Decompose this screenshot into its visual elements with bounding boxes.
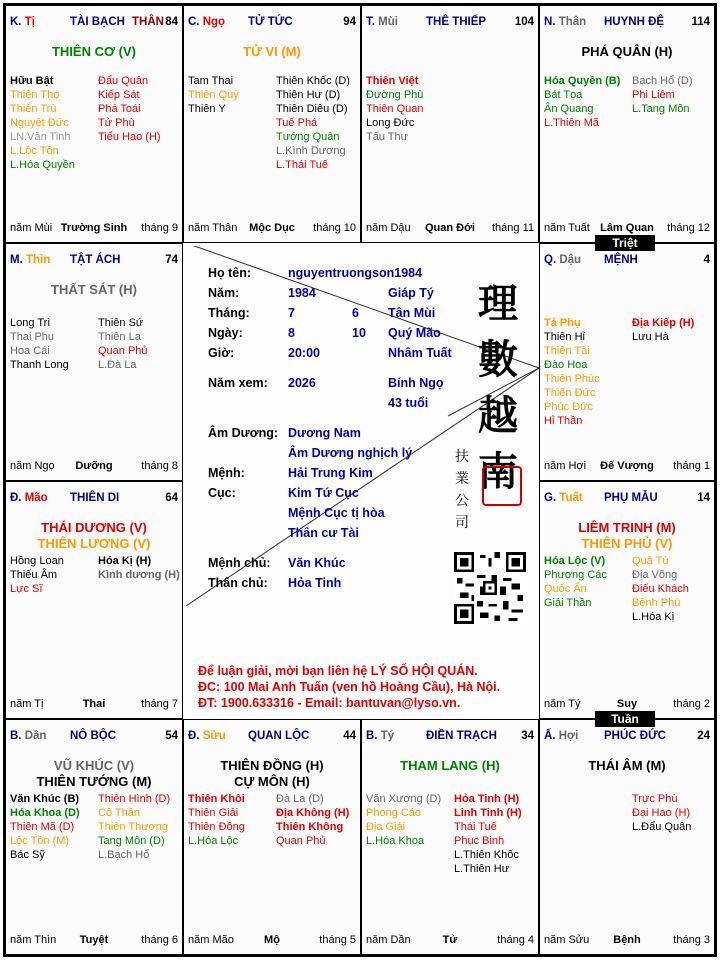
star: Thiên Thọ	[10, 89, 60, 101]
center-panel	[186, 246, 542, 720]
star: Hóa Kị (H)	[98, 555, 152, 567]
star: Hữu Bật	[10, 75, 54, 87]
palace-thin	[5, 243, 183, 481]
palace-name: PHÚC ĐỨC	[604, 730, 666, 742]
branch-stem: C.	[188, 16, 203, 28]
star: Lưu Hà	[632, 331, 669, 343]
menhchu-value: Văn Khúc	[288, 556, 346, 570]
star: Thiên Hỉ	[544, 331, 585, 343]
star: Tử Phù	[98, 117, 135, 129]
year-label: năm Hợi	[544, 460, 587, 472]
star: Văn Khúc (B)	[10, 793, 80, 805]
star: Quả Tú	[632, 555, 669, 567]
palace-branch	[188, 16, 225, 28]
right-stars	[632, 74, 693, 116]
calligraphy-char: 理	[478, 280, 518, 327]
star: L.Hóa Kị	[632, 611, 675, 623]
palace-ti	[5, 5, 183, 243]
palace-number: 14	[697, 492, 710, 504]
star: Địa Không (H)	[276, 807, 350, 819]
star: Giải Thần	[544, 597, 592, 609]
right-stars	[276, 74, 350, 172]
star: Tang Môn (D)	[98, 835, 165, 847]
cuc-label: Cục:	[208, 486, 236, 500]
star: Kình dương (H)	[98, 569, 180, 581]
than-position: Thân cư Tài	[288, 526, 359, 540]
star: Thiên Mã (D)	[10, 821, 75, 833]
palace-number: 74	[165, 254, 178, 266]
month-label: tháng 5	[319, 934, 356, 946]
month-label: tháng 3	[673, 934, 710, 946]
left-stars	[544, 554, 607, 610]
palace-than	[539, 5, 715, 243]
month-label: tháng 8	[141, 460, 178, 472]
life-stage: Lâm Quan	[600, 222, 654, 234]
palace-branch	[544, 254, 581, 266]
branch-name: Dậu	[559, 254, 582, 266]
main-star: TỬ VI (M)	[243, 44, 301, 59]
star: Thai Phụ	[10, 331, 55, 343]
branch-name: Dần	[24, 730, 47, 742]
star: Tuế Phá	[276, 117, 318, 129]
star: Đẩu Quân	[98, 75, 149, 87]
name-value: nguyentruongson1984	[288, 266, 423, 280]
thanchu-value: Hỏa Tinh	[288, 576, 342, 590]
hour-label: Giờ:	[208, 346, 235, 360]
month-label: tháng 4	[497, 934, 534, 946]
palace-name: NÔ BỘC	[70, 730, 116, 742]
branch-name: Thìn	[25, 254, 51, 266]
year-label: năm Sửu	[544, 934, 590, 946]
star: Tướng Quân	[276, 131, 340, 143]
horoscope-chart	[3, 3, 717, 957]
star: Điếu Khách	[632, 583, 689, 595]
calligraphy-char: 業	[455, 471, 469, 487]
palace-dan	[5, 719, 183, 955]
calligraphy-char: 扶	[455, 449, 469, 465]
main-star: THIÊN PHỦ (V)	[581, 536, 673, 551]
right-stars	[632, 316, 694, 344]
life-stage: Dưỡng	[75, 460, 113, 472]
life-stage: Suy	[616, 698, 638, 710]
branch-name: Ngọ	[202, 16, 226, 28]
star: L.Tang Môn	[632, 103, 690, 115]
month-label: tháng 2	[673, 698, 710, 710]
view-year-can: Bính Ngọ	[388, 376, 444, 390]
year-label: năm Thìn	[10, 934, 57, 946]
star: Địa Kiếp (H)	[632, 317, 695, 329]
amduong-note: Âm Dương nghịch lý	[288, 446, 413, 460]
star: Thiên Hình (D)	[98, 793, 171, 805]
star: Long Đức	[366, 117, 415, 129]
star: Tiểu Hao (H)	[98, 131, 161, 143]
month-label: tháng 11	[491, 222, 534, 234]
star: L.Thiên Hư	[454, 863, 510, 875]
branch-stem: M.	[10, 254, 26, 266]
palace-branch	[366, 16, 398, 28]
star: Thiên Quan	[366, 103, 424, 115]
palace-name: ĐIỀN TRẠCH	[426, 730, 497, 742]
name-label: Họ tên:	[208, 266, 252, 280]
star: LN.Văn Tinh	[10, 131, 71, 143]
branch-stem: N.	[544, 16, 559, 28]
menhchu-label: Mệnh chủ:	[208, 556, 271, 570]
star: Thiên Hư (D)	[276, 89, 341, 101]
branch-stem: B.	[366, 730, 381, 742]
star: Long Trì	[10, 317, 51, 329]
star: Thiên Việt	[366, 75, 419, 87]
branch-name: Thân	[558, 16, 587, 28]
palace-ngo	[183, 5, 361, 243]
star: Bệnh Phù	[632, 597, 681, 609]
main-star: CỰ MÔN (H)	[234, 774, 310, 789]
star: Địa Võng	[632, 569, 678, 581]
palace-dau	[539, 243, 715, 481]
star: Văn Xương (D)	[366, 793, 442, 805]
left-stars	[544, 74, 620, 130]
left-stars	[10, 316, 69, 372]
palace-hoi	[539, 719, 715, 955]
star: Địa Giải	[366, 821, 406, 833]
main-star: THIÊN CƠ (V)	[51, 44, 137, 59]
star: L.Thiên Khốc	[454, 849, 519, 861]
star: Bác Sỹ	[10, 849, 45, 861]
life-stage: Thai	[82, 698, 106, 710]
star: L.Thái Tuế	[276, 159, 328, 171]
calligraphy-char: 司	[455, 515, 469, 531]
palace-branch	[10, 730, 46, 742]
star: Đà La (D)	[276, 793, 324, 805]
palace-number: 94	[343, 16, 356, 28]
left-stars	[10, 792, 80, 862]
palace-number: 24	[697, 730, 710, 742]
star: Thiên Diêu (D)	[276, 103, 348, 115]
star: Đại Hao (H)	[632, 807, 691, 819]
star: Thiên Đồng	[188, 821, 245, 833]
palace-name: PHỤ MẪU	[604, 492, 658, 504]
branch-name: Mùi	[378, 16, 398, 28]
life-stage: Tử	[442, 934, 458, 946]
star: Bát Tọa	[544, 89, 583, 101]
month-label: Tháng:	[208, 306, 250, 320]
view-year-value: 2026	[288, 376, 316, 390]
month-can: Tân Mùi	[388, 306, 436, 320]
qr-code	[454, 552, 526, 624]
menh-value: Hải Trung Kim	[288, 466, 373, 480]
year-label: năm Mùi	[10, 222, 53, 234]
star: Hóa Lộc (V)	[544, 555, 606, 567]
triet-tag: Triệt	[595, 235, 655, 251]
branch-name: Sửu	[202, 730, 226, 742]
palace-name: THÊ THIẾP	[426, 16, 487, 28]
life-stage: Quan Đới	[425, 222, 475, 234]
palace-number: 44	[343, 730, 356, 742]
palace-suu	[183, 719, 361, 955]
view-year-label: Năm xem:	[208, 376, 268, 390]
calligraphy-char: 南	[478, 448, 518, 495]
star: Hóa Khoa (D)	[10, 807, 80, 819]
hour-can: Nhâm Tuất	[388, 346, 452, 360]
star: Thiên Sứ	[98, 317, 144, 329]
star: Đào Hoa	[544, 359, 588, 371]
star: Lộc Tồn (M)	[10, 835, 70, 847]
star: Hóa Quyền (B)	[544, 75, 621, 87]
palace-branch	[10, 16, 35, 28]
star: Hoa Cái	[10, 345, 50, 357]
thanchu-label: Thân chủ:	[208, 576, 268, 590]
year-label: năm Tị	[10, 698, 44, 710]
main-star: THAM LANG (H)	[400, 758, 500, 773]
palace-name: MỆNH	[604, 254, 638, 266]
palace-number: 34	[521, 730, 534, 742]
branch-stem: Q.	[544, 254, 560, 266]
year-label: năm Ngọ	[10, 460, 55, 472]
palace-branch	[544, 730, 578, 742]
branch-stem: Đ.	[10, 492, 25, 504]
palace-branch	[10, 254, 50, 266]
star: Thiên Khôi	[188, 793, 245, 805]
year-label: năm Thân	[188, 222, 238, 234]
day-can: Quý Mão	[388, 326, 441, 340]
month-label: tháng 9	[141, 222, 178, 234]
star: Thanh Long	[10, 359, 69, 371]
month-lunar: 6	[352, 306, 359, 320]
branch-stem: Đ.	[188, 730, 203, 742]
day-lunar: 10	[352, 326, 366, 340]
branch-stem: B.	[10, 730, 25, 742]
palace-number: 114	[691, 16, 710, 28]
main-star: THÁI ÂM (M)	[588, 758, 666, 773]
star: Thiên Tài	[544, 345, 590, 357]
left-stars	[188, 74, 239, 116]
star: Tả Phụ	[544, 317, 581, 329]
star: Cô Thần	[98, 807, 140, 819]
branch-stem: G.	[544, 492, 560, 504]
contact-line-3: ĐT: 1900.633316 - Email: bantuvan@lyso.vn.	[198, 696, 461, 710]
calligraphy-small	[452, 446, 472, 534]
right-stars	[98, 74, 161, 144]
star: Quan Phủ	[276, 835, 326, 847]
right-stars	[632, 792, 691, 834]
star: L.Hóa Khoa	[366, 835, 425, 847]
palace-name: TẬT ÁCH	[70, 254, 121, 266]
star: Quan Phủ	[98, 345, 148, 357]
star: Phi Liêm	[632, 89, 675, 101]
left-stars	[544, 316, 600, 428]
star: Thiên Trù	[10, 103, 57, 115]
star: Thiên Giải	[188, 807, 239, 819]
right-stars	[98, 792, 170, 862]
star: Phượng Các	[544, 569, 607, 581]
main-star: VŨ KHÚC (V)	[53, 758, 135, 773]
star: Thiếu Âm	[10, 569, 58, 581]
year-label: Năm:	[208, 286, 240, 300]
amduong-value: Dương Nam	[288, 426, 361, 440]
star: Đường Phù	[366, 89, 424, 101]
star: L.Hóa Lộc	[188, 835, 239, 847]
branch-stem: K.	[10, 16, 25, 28]
star: Phúc Đức	[544, 401, 593, 413]
palace-mui	[361, 5, 539, 243]
star: Phá Toái	[98, 103, 141, 115]
star: Quốc Ấn	[544, 583, 587, 595]
palace-branch	[366, 730, 394, 742]
month-label: tháng 1	[673, 460, 710, 472]
cuc-relation: Mệnh Cục tị hòa	[288, 506, 385, 520]
palace-name: THIÊN DI	[70, 492, 120, 504]
star: Hỉ Thần	[544, 415, 583, 427]
month-label: tháng 7	[141, 698, 178, 710]
palace-number: 54	[165, 730, 178, 742]
life-stage: Mộ	[264, 934, 280, 946]
star: Thiên Thương	[98, 821, 169, 833]
branch-name: Tị	[24, 16, 35, 28]
palace-branch	[10, 492, 48, 504]
contact-line-2: ĐC: 100 Mai Anh Tuấn (ven hồ Hoàng Cầu), Hà Nội.	[198, 680, 501, 694]
star: Linh Tinh (H)	[454, 807, 522, 819]
seal-stamp	[482, 466, 522, 506]
star: L.Kình Dương	[276, 145, 346, 157]
left-stars	[10, 554, 64, 596]
life-stage: Mộc Dục	[249, 222, 295, 234]
branch-stem: T.	[366, 16, 379, 28]
main-star: LIÊM TRINH (M)	[578, 520, 676, 535]
right-stars	[276, 792, 349, 848]
star: L.Hóa Quyền	[10, 159, 75, 171]
star: Bạch Hổ (D)	[632, 75, 693, 87]
life-stage: Bệnh	[613, 934, 641, 946]
than-marker: THÂN	[132, 16, 164, 28]
palace-ty	[361, 719, 539, 955]
star: Tam Thai	[188, 75, 234, 87]
life-stage: Đế Vượng	[600, 460, 654, 472]
menh-label: Mệnh:	[208, 466, 245, 480]
calligraphy-char: 公	[455, 493, 469, 509]
main-star: THẤT SÁT (H)	[51, 282, 137, 297]
palace-name: TÀI BẠCH	[70, 16, 125, 28]
star: Phong Cáo	[366, 807, 422, 819]
star: Nguyệt Đức	[10, 117, 69, 129]
palace-branch	[544, 16, 586, 28]
right-stars	[632, 554, 689, 624]
star: Thiên Y	[188, 103, 226, 115]
tuan-tag: Tuần	[595, 711, 655, 727]
calligraphy-char: 越	[478, 392, 518, 439]
left-stars	[10, 74, 75, 172]
palace-tuat	[539, 481, 715, 719]
palace-branch	[544, 492, 583, 504]
calligraphy-char: 數	[478, 336, 518, 383]
star: Phục Binh	[454, 835, 505, 847]
star: Thiên Không	[276, 821, 344, 833]
star: Ân Quang	[544, 103, 594, 115]
star: Thiên Đức	[544, 387, 596, 399]
palace-name: HUYNH ĐỆ	[604, 16, 665, 28]
left-stars	[366, 792, 441, 848]
right-stars	[98, 554, 180, 582]
star: L.Thiên Mã	[544, 117, 600, 129]
month-label: tháng 12	[667, 222, 710, 234]
star: L.Lộc Tồn	[10, 145, 59, 157]
age-value: 43 tuổi	[388, 396, 429, 410]
star: Tấu Thư	[366, 131, 409, 143]
palace-number: 104	[514, 16, 534, 28]
star: L.Đà La	[98, 359, 137, 371]
main-star: THÁI DƯƠNG (V)	[41, 520, 147, 535]
year-label: năm Dần	[366, 934, 411, 946]
branch-stem: Ấ.	[544, 730, 559, 742]
year-label: năm Mão	[188, 934, 234, 946]
palace-number: 84	[165, 16, 178, 28]
star: Thiên Phúc	[544, 373, 600, 385]
year-value: 1984	[288, 286, 316, 300]
star: Thiên La	[98, 331, 141, 343]
palace-name: TỬ TỨC	[248, 16, 293, 28]
day-value: 8	[288, 326, 295, 340]
palace-mao	[5, 481, 183, 719]
main-star: THIÊN LƯƠNG (V)	[37, 536, 151, 551]
palace-number: 4	[703, 254, 710, 266]
month-label: tháng 6	[141, 934, 178, 946]
main-star: PHÁ QUÂN (H)	[581, 44, 673, 59]
year-label: năm Tý	[544, 698, 581, 710]
year-label: năm Dậu	[366, 222, 411, 234]
main-star: THIÊN TƯỚNG (M)	[36, 774, 152, 789]
left-stars	[366, 74, 423, 144]
palace-branch	[188, 730, 226, 742]
star: Kiếp Sát	[98, 89, 140, 101]
right-stars	[98, 316, 148, 372]
branch-name: Tuất	[559, 492, 583, 504]
branch-name: Tý	[380, 730, 395, 742]
star: L.Bạch Hổ	[98, 849, 150, 861]
branch-name: Mão	[24, 492, 48, 504]
palace-name: QUAN LỘC	[248, 730, 310, 742]
star: Trực Phù	[632, 793, 678, 805]
left-stars	[188, 792, 245, 848]
star: Thiên Khốc (D)	[276, 75, 350, 87]
cuc-value: Kim Tứ Cục	[288, 486, 359, 500]
year-label: năm Tuất	[544, 222, 590, 234]
hour-value: 20:00	[288, 346, 320, 360]
main-star: THIÊN ĐỒNG (H)	[220, 758, 324, 773]
branch-name: Hợi	[558, 730, 579, 742]
day-label: Ngày:	[208, 326, 243, 340]
palace-number: 64	[165, 492, 178, 504]
star: Thiên Quý	[188, 89, 239, 101]
contact-line-1: Để luận giải, mời bạn liên hệ LÝ SỐ HỘI QUÁN.	[198, 664, 478, 678]
star: Hồng Loan	[10, 555, 64, 567]
life-stage: Tuyệt	[79, 934, 109, 946]
month-value: 7	[288, 306, 295, 320]
amduong-label: Âm Dương:	[208, 426, 279, 440]
year-can: Giáp Tý	[388, 286, 434, 300]
star: Thái Tuế	[454, 821, 497, 833]
month-label: tháng 10	[313, 222, 356, 234]
star: L.Đẩu Quân	[632, 821, 692, 833]
star: Lực Sĩ	[10, 583, 43, 595]
life-stage: Trường Sinh	[60, 222, 128, 234]
right-stars	[454, 792, 522, 876]
star: Hỏa Tinh (H)	[454, 793, 520, 805]
